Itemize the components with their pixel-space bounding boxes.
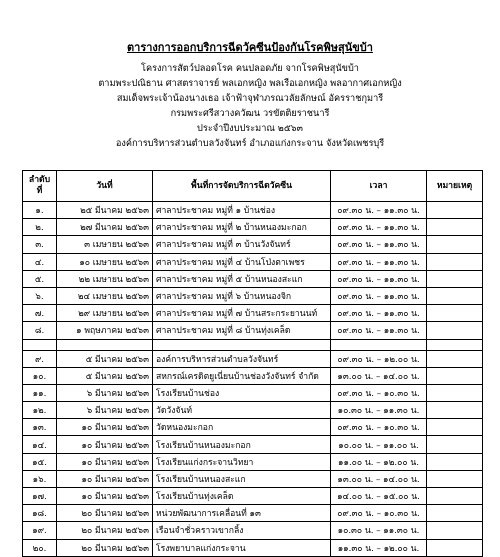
row-date: ๑๐ มีนาคม ๒๕๖๓ <box>57 470 153 487</box>
row-time: ๑๔.๐๐ น. – ๑๕.๐๐ น. <box>331 488 427 505</box>
row-location: โรงเรียนบ้านทุ่งเคล็ด <box>153 488 331 505</box>
row-remarks <box>427 384 483 401</box>
row-time: ๐๙.๓๐ น. – ๑๐.๓๐ น. <box>331 384 427 401</box>
row-location: โรงเรียนบ้านช่อง <box>153 384 331 401</box>
table-row <box>23 402 483 419</box>
table-row <box>23 367 483 384</box>
row-time: ๑๐.๓๐ น. – ๑๑.๓๐ น. <box>331 402 427 419</box>
row-location: ศาลาประชาคม หมู่ที่ ๒ บ้านหนองมะกอก <box>153 219 331 236</box>
row-order: ๕. <box>23 270 57 287</box>
table-row <box>23 322 483 339</box>
row-order: ๑๔. <box>23 436 57 453</box>
row-date: ๑๐ มีนาคม ๒๕๖๓ <box>57 419 153 436</box>
row-location: องค์การบริหารส่วนตำบลวังจันทร์ <box>153 350 331 367</box>
row-remarks <box>427 270 483 287</box>
row-date: ๖ มีนาคม ๒๕๖๓ <box>57 402 153 419</box>
row-order: ๑๒. <box>23 402 57 419</box>
row-remarks <box>427 367 483 384</box>
row-time: ๑๑.๓๐ น. – ๑๒.๐๐ น. <box>331 539 427 556</box>
table-row <box>23 419 483 436</box>
header-line-initiative: ตามพระปณิธาน ศาสตราจารย์ พลเอกหญิง พลเรือเอกหญิง พลอากาศเอกหญิง <box>98 78 402 89</box>
row-location: โรงเรียนบ้านหนองสะแก <box>153 470 331 487</box>
table-row <box>23 470 483 487</box>
separator-cell <box>427 339 483 350</box>
row-remarks <box>427 505 483 522</box>
row-order: ๑๐. <box>23 367 57 384</box>
row-date: ๕ มีนาคม ๒๕๖๓ <box>57 367 153 384</box>
row-date: ๑๐ มีนาคม ๒๕๖๓ <box>57 488 153 505</box>
table-row <box>23 522 483 539</box>
row-date: ๑๐ มีนาคม ๒๕๖๓ <box>57 436 153 453</box>
header-time: เวลา <box>331 171 427 202</box>
table-row <box>23 236 483 253</box>
document-title: ตารางการออกบริการฉีดวัคซีนป้องกันโรคพิษสุนัขบ้า <box>127 41 373 54</box>
row-order: ๖. <box>23 287 57 304</box>
row-date: ๑ พฤษภาคม ๒๕๖๓ <box>57 322 153 339</box>
row-time: ๐๙.๓๐ น. – ๑๐.๓๐ น. <box>331 419 427 436</box>
row-remarks <box>427 253 483 270</box>
row-remarks <box>427 522 483 539</box>
table-row <box>23 384 483 401</box>
row-location: หน่วยพัฒนาการเคลื่อนที่ ๑๓ <box>153 505 331 522</box>
separator-cell <box>57 339 153 350</box>
row-location: โรงเรียนบ้านหนองมะกอก <box>153 436 331 453</box>
table-header-row <box>23 171 483 202</box>
row-time: ๐๙.๓๐ น. – ๑๑.๓๐ น. <box>331 219 427 236</box>
row-date: ๒๒ เมษายน ๒๕๖๓ <box>57 270 153 287</box>
row-order: ๑๓. <box>23 419 57 436</box>
header-line-fiscal-year: ประจำปีงบประมาณ ๒๕๖๓ <box>197 123 303 134</box>
table-row <box>23 436 483 453</box>
row-order: ๑๑. <box>23 384 57 401</box>
row-time: ๐๙.๓๐ น. – ๑๒.๐๐ น. <box>331 350 427 367</box>
row-remarks <box>427 453 483 470</box>
row-location: ศาลาประชาคม หมู่ที่ ๕ บ้านหนองสะแก <box>153 270 331 287</box>
row-remarks <box>427 419 483 436</box>
row-order: ๗. <box>23 305 57 322</box>
row-remarks <box>427 305 483 322</box>
row-time: ๐๙.๓๐ น. – ๑๑.๓๐ น. <box>331 322 427 339</box>
row-date: ๒๙ เมษายน ๒๕๖๓ <box>57 305 153 322</box>
header-order: ลำดับ ที่ <box>23 171 57 202</box>
row-remarks <box>427 287 483 304</box>
row-date: ๒๐ มีนาคม ๒๕๖๓ <box>57 539 153 556</box>
table-row <box>23 305 483 322</box>
header-line-royal-name: สมเด็จพระเจ้าน้องนางเธอ เจ้าฟ้าจุฬาภรณวลัยลักษณ์ อัครราชกุมารี <box>116 93 384 104</box>
table-row <box>23 202 483 219</box>
row-order: ๑๙. <box>23 522 57 539</box>
table-row <box>23 287 483 304</box>
row-location: เรือนจำชั่วคราวเขากลิ้ง <box>153 522 331 539</box>
row-order: ๒๐. <box>23 539 57 556</box>
row-location: ศาลาประชาคม หมู่ที่ ๔ บ้านโป่งตาเพชร <box>153 253 331 270</box>
separator-cell <box>331 339 427 350</box>
header-line-project: โครงการสัตว์ปลอดโรค คนปลอดภัย จากโรคพิษสุนัขบ้า <box>141 63 359 74</box>
row-time: ๑๐.๐๐ น. – ๑๑.๐๐ น. <box>331 436 427 453</box>
row-time: ๐๙.๓๐ น. – ๑๑.๓๐ น. <box>331 270 427 287</box>
row-remarks <box>427 436 483 453</box>
row-order: ๓. <box>23 236 57 253</box>
row-location: วัดหนองมะกอก <box>153 419 331 436</box>
row-date: ๒๔ เมษายน ๒๕๖๓ <box>57 287 153 304</box>
row-date: ๒๗ มีนาคม ๒๕๖๓ <box>57 219 153 236</box>
row-order: ๑. <box>23 202 57 219</box>
table-row <box>23 350 483 367</box>
row-date: ๒๐ มีนาคม ๒๕๖๓ <box>57 522 153 539</box>
row-location: วัดวังจันท์ <box>153 402 331 419</box>
table-row <box>23 505 483 522</box>
row-time: ๑๐.๓๐ น. – ๑๑.๓๐ น. <box>331 522 427 539</box>
row-date: ๑๐ มีนาคม ๒๕๖๓ <box>57 453 153 470</box>
row-remarks <box>427 219 483 236</box>
header-remarks: หมายเหตุ <box>427 171 483 202</box>
table-row <box>23 453 483 470</box>
row-location: สหกรณ์เครดิตยูเนี่ยนบ้านช่องวังจันทร์ จำกัด <box>153 367 331 384</box>
row-remarks <box>427 470 483 487</box>
table-row <box>23 253 483 270</box>
header-location: พื้นที่การจัดบริการฉีดวัคซีน <box>153 171 331 202</box>
row-order: ๑๕. <box>23 453 57 470</box>
row-order: ๑๖. <box>23 470 57 487</box>
row-date: ๕ มีนาคม ๒๕๖๓ <box>57 350 153 367</box>
row-time: ๐๙.๓๐ น. – ๑๑.๓๐ น. <box>331 287 427 304</box>
row-location: โรงพยาบาลแก่งกระจาน <box>153 539 331 556</box>
row-location: โรงเรียนแก่งกระจานวิทยา <box>153 453 331 470</box>
row-location: ศาลาประชาคม หมู่ที่ ๖ บ้านหนองจิก <box>153 287 331 304</box>
row-remarks <box>427 488 483 505</box>
row-time: ๐๙.๓๐ น. – ๑๑.๓๐ น. <box>331 236 427 253</box>
row-remarks <box>427 322 483 339</box>
row-date: ๑๐ เมษายน ๒๕๖๓ <box>57 253 153 270</box>
row-time: ๑๑.๐๐ น. – ๑๒.๐๐ น. <box>331 453 427 470</box>
row-remarks <box>427 402 483 419</box>
row-date: ๒๐ มีนาคม ๒๕๖๓ <box>57 505 153 522</box>
row-remarks <box>427 350 483 367</box>
row-location: ศาลาประชาคม หมู่ที่ ๗ บ้านสระกระยานนท์ <box>153 305 331 322</box>
header-line-royal-title: กรมพระศรีสวางควัฒน วรขัตติยราชนารี <box>170 108 330 119</box>
row-location: ศาลาประชาคม หมู่ที่ ๑ บ้านช่อง <box>153 202 331 219</box>
row-time: ๐๙.๓๐ น. – ๑๑.๓๐ น. <box>331 253 427 270</box>
table-group-separator <box>23 339 483 350</box>
table-body <box>23 202 483 557</box>
row-remarks <box>427 202 483 219</box>
row-date: ๓ เมษายน ๒๕๖๓ <box>57 236 153 253</box>
row-order: ๙. <box>23 350 57 367</box>
row-order: ๑๗. <box>23 488 57 505</box>
separator-cell <box>153 339 331 350</box>
row-order: ๒. <box>23 219 57 236</box>
row-date: ๖ มีนาคม ๒๕๖๓ <box>57 384 153 401</box>
header-date: วันที่ <box>57 171 153 202</box>
row-time: ๑๓.๐๐ น. – ๑๔.๐๐ น. <box>331 470 427 487</box>
table-row <box>23 270 483 287</box>
row-order: ๔. <box>23 253 57 270</box>
row-date: ๒๕ มีนาคม ๒๕๖๓ <box>57 202 153 219</box>
vaccination-schedule-table <box>22 170 483 557</box>
row-time: ๐๙.๓๐ น. – ๑๐.๓๐ น. <box>331 505 427 522</box>
table-row <box>23 219 483 236</box>
row-location: ศาลาประชาคม หมู่ที่ ๓ บ้านวังจันทร์ <box>153 236 331 253</box>
row-time: ๐๙.๓๐ น. – ๑๑.๓๐ น. <box>331 305 427 322</box>
header-line-organization: องค์การบริหารส่วนตำบลวังจันทร์ อำเภอแก่งกระจาน จังหวัดเพชรบุรี <box>115 138 385 149</box>
row-time: ๐๙.๓๐ น. – ๑๑.๓๐ น. <box>331 202 427 219</box>
row-order: ๑๘. <box>23 505 57 522</box>
row-remarks <box>427 236 483 253</box>
separator-cell <box>23 339 57 350</box>
row-location: ศาลาประชาคม หมู่ที่ ๘ บ้านทุ่งเคล็ด <box>153 322 331 339</box>
row-time: ๑๓.๐๐ น. – ๑๔.๐๐ น. <box>331 367 427 384</box>
table-row <box>23 488 483 505</box>
row-order: ๘. <box>23 322 57 339</box>
